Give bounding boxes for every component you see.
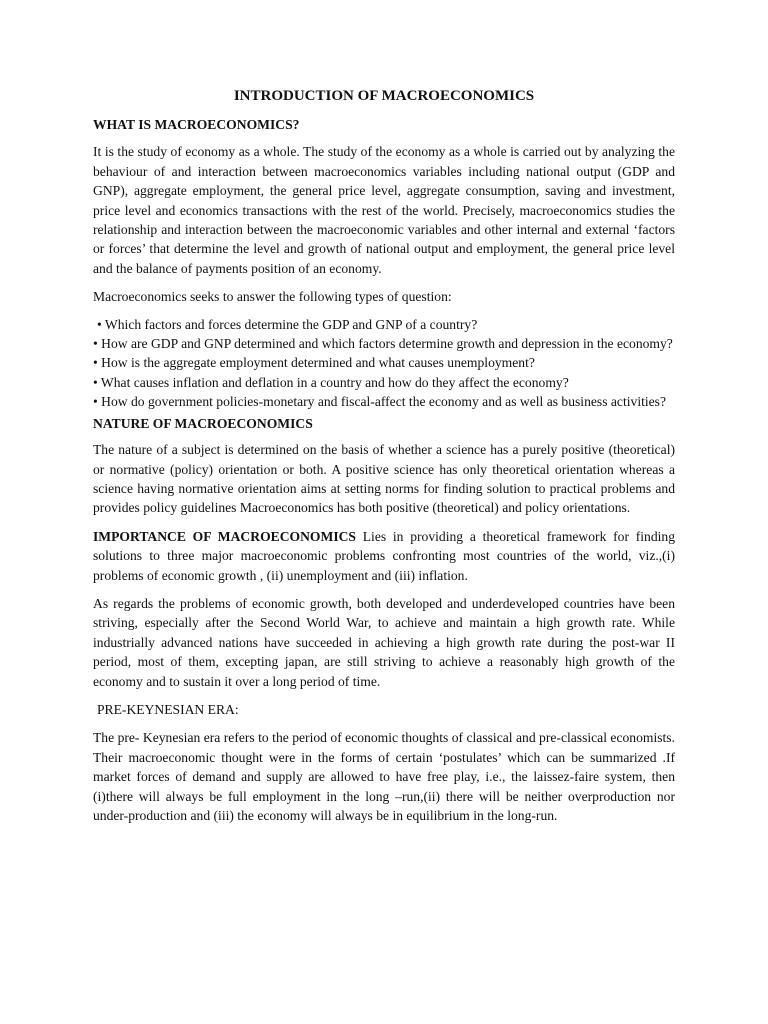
section-heading-importance: IMPORTANCE OF MACROECONOMICS <box>93 528 356 544</box>
list-item: • How is the aggregate employment determined and what causes unemployment? <box>93 355 535 371</box>
paragraph-definition: It is the study of economy as a whole. The study of the economy as a whole is carried out by analyzing the behaviour of and interaction between macroeconomics variables including national output (GDP and GNP), aggregate employment, the general price level, aggregate consumption, saving and investment, price level and economics transactions with the rest of the world. Precisely, macroeconomics studies the relationship and interaction between the macroeconomic variables and other internal and external ‘factors or forces’ that determine the level and growth of national output and employment, the general price level and the balance of payments position of an economy. <box>93 144 675 276</box>
document-title: INTRODUCTION OF MACROECONOMICS <box>233 88 535 104</box>
paragraph-economic-growth: As regards the problems of economic growth, both developed and underdeveloped countries have been striving, especially after the Second World War, to achieve and maintain a high growth rate. While industrially advanced nations have succeeded in achieving a high growth rate during the post-war II period, most of them, excepting japan, are still striving to achieve a reasonably high growth of the economy and to sustain it over a long period of time. <box>93 595 675 689</box>
section-heading-pre-keynesian: PRE-KEYNESIAN ERA: <box>97 701 239 717</box>
questions-list <box>93 315 675 412</box>
document-page <box>93 86 675 825</box>
paragraph-nature: The nature of a subject is determined on the basis of whether a science has a purely positive (theoretical) or normative (policy) orientation or both. A positive science has only theoretical orientation whereas a science having normative orientation aims at setting norms for finding solution to practical problems and provides policy guidelines Macroeconomics has both positive (theoretical) and policy orientations. <box>93 442 675 516</box>
section-heading-what-is: WHAT IS MACROECONOMICS? <box>93 117 300 132</box>
list-item: • Which factors and forces determine the GDP and GNP of a country? <box>97 316 478 332</box>
importance-text: Lies in providing a theoretical framework for finding solutions to three major macroeconomic problems confronting most countries of the world, viz.,(i) problems of economic growth , (ii) unemployment and (iii) inflation. <box>93 528 675 583</box>
questions-intro: Macroeconomics seeks to answer the following types of question: <box>93 289 452 305</box>
list-item: • What causes inflation and deflation in a country and how do they affect the economy? <box>93 374 569 390</box>
section-heading-nature: NATURE OF MACROECONOMICS <box>93 415 313 431</box>
paragraph-importance <box>93 527 675 585</box>
list-item: • How do government policies-monetary and fiscal-affect the economy and as well as business activities? <box>93 394 667 410</box>
list-item: • How are GDP and GNP determined and which factors determine growth and depression in the economy? <box>93 336 673 352</box>
paragraph-pre-keynesian: The pre- Keynesian era refers to the period of economic thoughts of classical and pre-classical economists. Their macroeconomic thought were in the forms of certain ‘postulates’ which can be summarized .If market forces of demand and supply are allowed to have free play, i.e., the laissez-faire system, then (i)there will always be full employment in the long –run,(ii) there will be neither overproduction nor under-production and (iii) the economy will always be in equilibrium in the long-run. <box>93 730 675 823</box>
